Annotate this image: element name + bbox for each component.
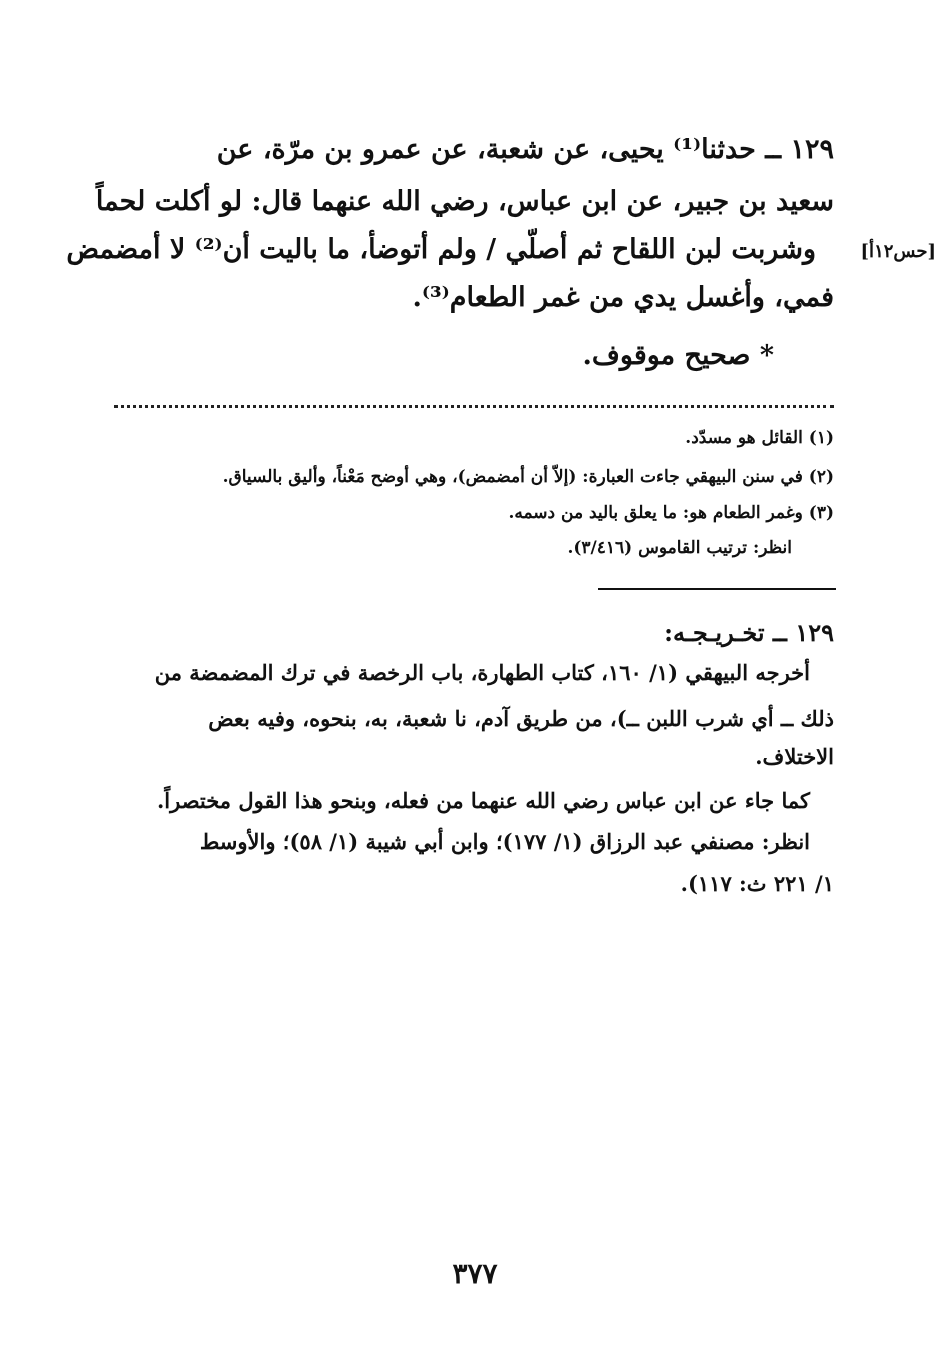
hadith-line-3: وشربت لبن اللقاح ثم أصلّي / ولم أتوضأ، ما باليت أن⁽²⁾ لا أمضمض xyxy=(66,234,816,265)
page-number: ٣٧٧ xyxy=(452,1257,498,1290)
takhrij-line-1: أخرجه البيهقي (١/ ١٦٠، كتاب الطهارة، باب الرخصة في ترك المضمضة من xyxy=(154,660,810,685)
hadith-line-4: فمي، وأغسل يدي من غمر الطعام⁽³⁾. xyxy=(412,282,834,313)
takhrij-line-3: الاختلاف. xyxy=(755,744,834,769)
takhrij-line-6: ١/ ٢٢١ ث: ١١٧). xyxy=(680,871,834,896)
section-rule xyxy=(598,588,836,590)
footnote-1: (١) القائل هو مسدّد. xyxy=(685,428,834,448)
footnote-separator xyxy=(114,405,834,411)
takhrij-line-2: ذلك ــ أي شرب اللبن ــ)، من طريق آدم، نا شعبة، به، بنحوه، وفيه بعض xyxy=(208,706,834,731)
takhrij-heading: ١٢٩ ــ تخـريـجـه: xyxy=(664,618,834,647)
footnote-3-reference: انظر: ترتيب القاموس (٣/٤١٦). xyxy=(567,538,792,558)
hadith-line-2: سعيد بن جبير، عن ابن عباس، رضي الله عنهما قال: لو أكلت لحماً xyxy=(95,186,834,217)
margin-reference: [حس١٢أ] xyxy=(860,241,936,262)
footnote-2: (٢) في سنن البيهقي جاءت العبارة: (إلاّ أن أمضمض)، وهي أوضح مَعْناً، وأليق بالسياق. xyxy=(222,467,834,487)
hadith-line-1: ١٢٩ ــ حدثنا⁽¹⁾ يحيى، عن شعبة، عن عمرو بن مرّة، عن xyxy=(216,134,834,165)
takhrij-line-5: انظر: مصنفي عبد الرزاق (١/ ١٧٧)؛ وابن أبي شيبة (١/ ٥٨)؛ والأوسط xyxy=(199,829,810,854)
hadith-grade: * صحيح موقوف. xyxy=(582,340,774,371)
takhrij-line-4: كما جاء عن ابن عباس رضي الله عنهما من فعله، وبنحو هذا القول مختصراً. xyxy=(156,788,810,813)
footnote-3: (٣) وغمر الطعام هو: ما يعلق باليد من دسمه. xyxy=(508,503,834,523)
